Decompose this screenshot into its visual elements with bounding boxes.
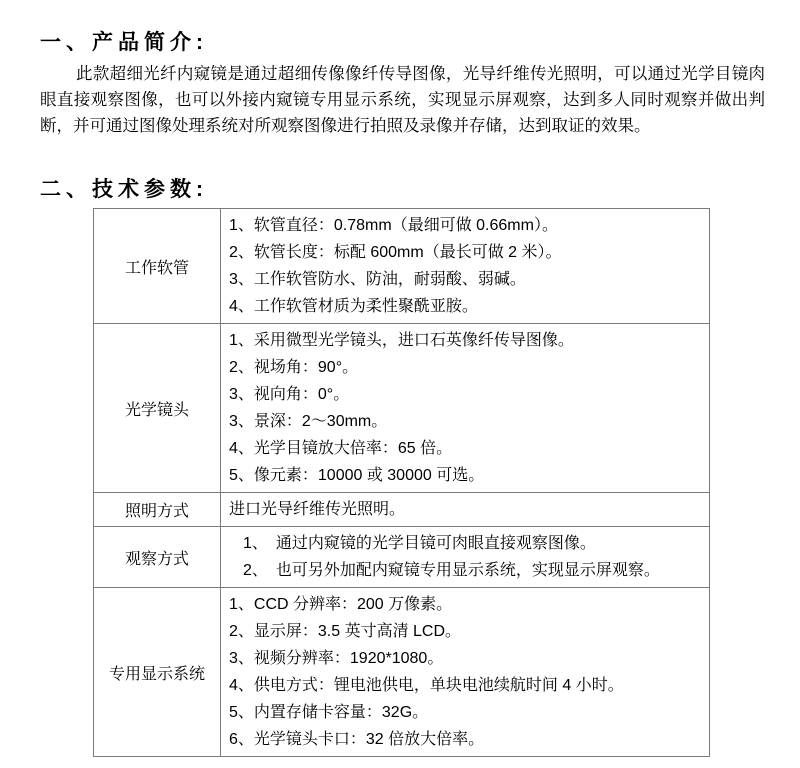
spec-item: 6、光学镜头卡口：32 倍放大倍率。 [229,731,485,748]
spec-item: 3、景深：2～30mm。 [229,413,388,430]
table-row [94,493,710,527]
table-row [94,209,710,324]
row-content [221,493,710,527]
table-row [94,588,710,757]
table-row [94,324,710,493]
spec-item: 1、CCD 分辨率：200 万像素。 [229,596,453,613]
row-label: 照明方式 [94,493,221,527]
spec-item: 2、视场角：90°。 [229,359,359,376]
spec-table [93,208,710,757]
row-content [221,527,710,588]
spec-item: 2、 也可另外加配内窥镜专用显示系统，实现显示屏观察。 [243,562,660,579]
row-label: 工作软管 [94,209,221,324]
spec-item: 1、软管直径：0.78mm（最细可做 0.66mm）。 [229,217,558,234]
spec-item: 4、供电方式：锂电池供电，单块电池续航时间 4 小时。 [229,677,624,694]
spec-item: 3、工作软管防水、防油，耐弱酸、弱碱。 [229,271,526,288]
spec-item: 3、视向角：0°。 [229,386,350,403]
row-content [221,588,710,757]
section-1-heading: 一、产品简介: [40,31,208,54]
row-label: 观察方式 [94,527,221,588]
spec-item: 2、显示屏：3.5 英寸高清 LCD。 [229,623,462,640]
row-label: 光学镜头 [94,324,221,493]
spec-item: 5、像元素：10000 或 30000 可选。 [229,467,485,484]
row-label: 专用显示系统 [94,588,221,757]
spec-table-body [94,209,710,757]
spec-item: 5、内置存储卡容量：32G。 [229,704,429,721]
table-row [94,527,710,588]
spec-item: 进口光导纤维传光照明。 [229,501,406,518]
row-content [221,324,710,493]
section-2-heading: 二、技术参数: [40,178,208,201]
spec-item: 3、视频分辨率：1920*1080。 [229,650,444,667]
spec-item: 4、工作软管材质为柔性聚酰亚胺。 [229,298,478,315]
spec-item: 1、采用微型光学镜头，进口石英像纤传导图像。 [229,332,574,349]
spec-item: 4、光学目镜放大倍率：65 倍。 [229,440,453,457]
intro-paragraph: 此款超细光纤内窥镜是通过超细传像像纤传导图像，光导纤维传光照明，可以通过光学目镜肉眼直接观察图像，也可以外接内窥镜专用显示系统，实现显示屏观察，达到多人同时观察并做出判断，并可通过图像处理系统对所观察图像进行拍照及录像并存储，达到取证的效果。 [40,65,765,135]
row-content [221,209,710,324]
spec-item: 2、软管长度：标配 600mm（最长可做 2 米）。 [229,244,562,261]
spec-item: 1、 通过内窥镜的光学目镜可肉眼直接观察图像。 [243,535,596,552]
